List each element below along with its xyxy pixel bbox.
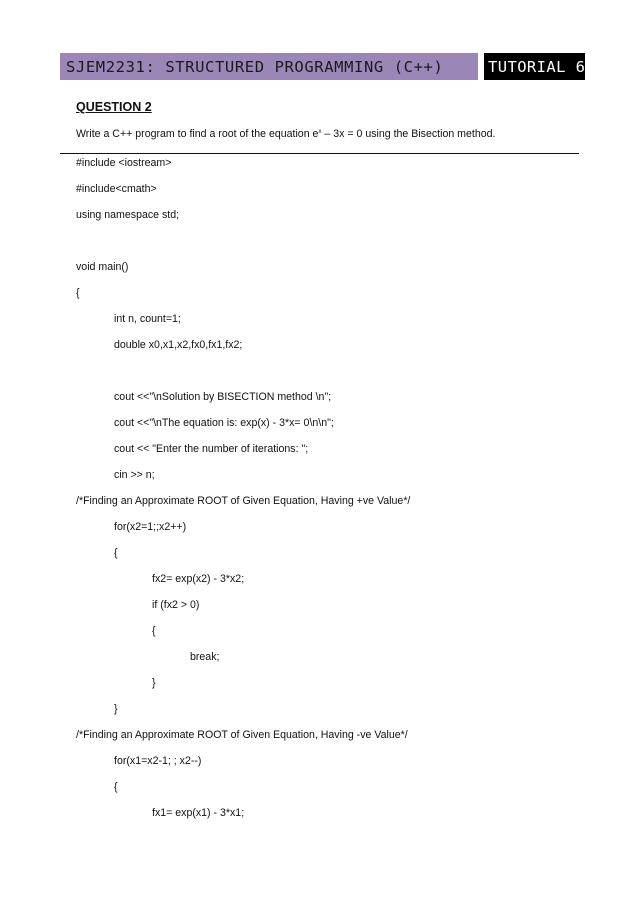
code-line: cout <<"\nThe equation is: exp(x) - 3*x= 0\n\n"; — [114, 417, 334, 429]
code-line: { — [76, 287, 80, 299]
code-line: } — [152, 677, 156, 689]
code-line: #include <iostream> — [76, 157, 172, 169]
prompt-exponent: x — [318, 129, 322, 135]
section-divider — [60, 153, 579, 154]
code-line: for(x2=1;;x2++) — [114, 521, 187, 533]
code-line: fx2= exp(x2) - 3*x2; — [152, 573, 245, 585]
code-line: for(x1=x2-1; ; x2--) — [114, 755, 202, 767]
code-line: if (fx2 > 0) — [152, 599, 200, 611]
prompt-text-after: – 3x = 0 using the Bisection method. — [321, 128, 496, 140]
question-prompt — [76, 128, 495, 140]
course-title: SJEM2231: STRUCTURED PROGRAMMING (C++) — [60, 53, 478, 80]
code-line: int n, count=1; — [114, 313, 181, 325]
code-line: cout <<"\nSolution by BISECTION method \n"; — [114, 391, 332, 403]
code-line: { — [114, 547, 118, 559]
code-comment: /*Finding an Approximate ROOT of Given Equation, Having -ve Value*/ — [76, 729, 408, 741]
prompt-text-before: Write a C++ program to find a root of the equation e — [76, 128, 319, 140]
code-line: { — [114, 781, 118, 793]
tutorial-label: TUTORIAL 6 — [484, 53, 585, 80]
code-line: { — [152, 625, 156, 637]
code-line: #include<cmath> — [76, 183, 157, 195]
code-line: fx1= exp(x1) - 3*x1; — [152, 807, 245, 819]
code-line: using namespace std; — [76, 209, 180, 221]
question-title: QUESTION 2 — [76, 100, 152, 114]
code-line: void main() — [76, 261, 129, 273]
code-comment: /*Finding an Approximate ROOT of Given Equation, Having +ve Value*/ — [76, 495, 411, 507]
code-line: cout << "Enter the number of iterations: "; — [114, 443, 309, 455]
code-line: cin >> n; — [114, 469, 155, 481]
code-line: double x0,x1,x2,fx0,fx1,fx2; — [114, 339, 243, 351]
code-line: break; — [190, 651, 220, 663]
document-header — [60, 53, 586, 80]
code-line: } — [114, 703, 118, 715]
